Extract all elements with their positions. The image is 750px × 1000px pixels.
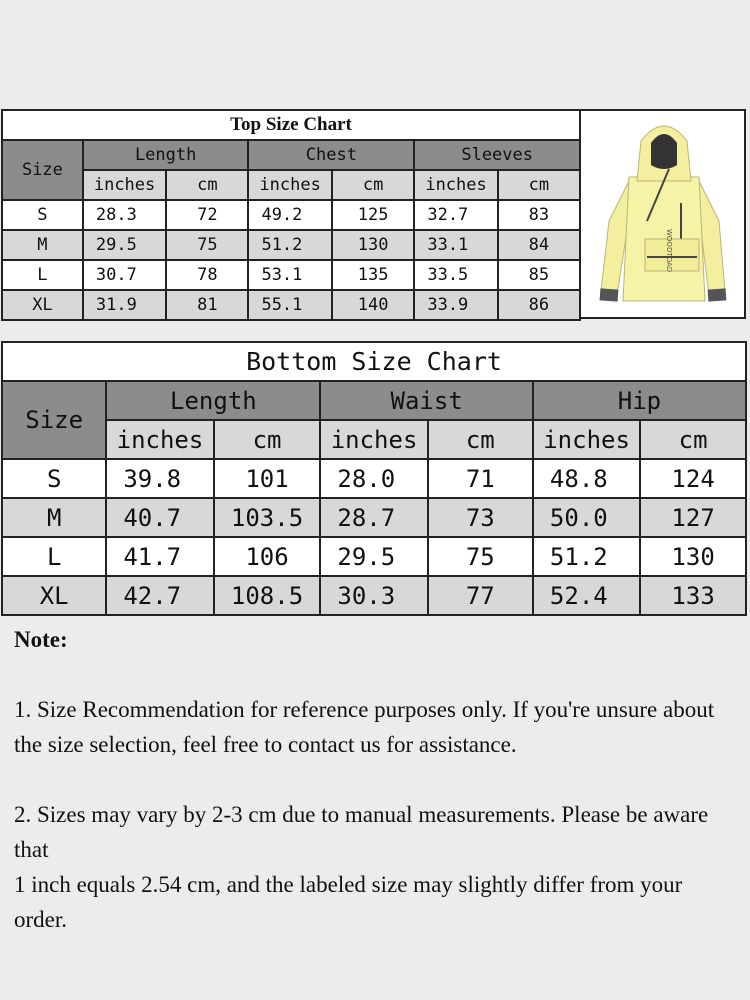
table-row	[2, 498, 746, 537]
size-cell: XL	[2, 576, 106, 615]
size-cell: XL	[2, 290, 83, 320]
hooded-jacket-icon	[581, 111, 742, 317]
value-cell: 49.2	[248, 200, 331, 230]
value-cell: 51.2	[533, 537, 640, 576]
table-row	[2, 459, 746, 498]
size-cell: M	[2, 230, 83, 260]
size-cell: S	[2, 200, 83, 230]
value-cell: 81	[166, 290, 248, 320]
value-cell: 101	[214, 459, 321, 498]
value-cell: 32.7	[414, 200, 497, 230]
value-cell: 75	[428, 537, 533, 576]
value-cell: 127	[640, 498, 746, 537]
top-chart-title: Top Size Chart	[2, 110, 580, 140]
value-cell: 75	[166, 230, 248, 260]
top-unit: cm	[166, 170, 248, 200]
size-cell: M	[2, 498, 106, 537]
value-cell: 33.9	[414, 290, 497, 320]
bottom-size-chart	[1, 341, 747, 616]
table-row	[2, 576, 746, 615]
table-row	[2, 200, 580, 230]
value-cell: 53.1	[248, 260, 331, 290]
value-cell: 135	[332, 260, 415, 290]
top-group-chest: Chest	[248, 140, 414, 170]
value-cell: 30.7	[83, 260, 166, 290]
bottom-group-waist: Waist	[320, 381, 533, 420]
value-cell: 125	[332, 200, 415, 230]
value-cell: 83	[498, 200, 580, 230]
value-cell: 51.2	[248, 230, 331, 260]
table-row	[2, 230, 580, 260]
value-cell: 33.1	[414, 230, 497, 260]
size-cell: S	[2, 459, 106, 498]
value-cell: 39.8	[106, 459, 213, 498]
bottom-unit: cm	[640, 420, 746, 459]
value-cell: 140	[332, 290, 415, 320]
size-cell: L	[2, 260, 83, 290]
value-cell: 29.5	[320, 537, 427, 576]
bottom-group-hip: Hip	[533, 381, 746, 420]
value-cell: 28.7	[320, 498, 427, 537]
top-unit: cm	[498, 170, 580, 200]
bottom-unit: inches	[533, 420, 640, 459]
value-cell: 130	[640, 537, 746, 576]
bottom-group-length: Length	[106, 381, 320, 420]
top-size-header: Size	[2, 140, 83, 200]
value-cell: 86	[498, 290, 580, 320]
value-cell: 41.7	[106, 537, 213, 576]
note-item-2-line-1: 2. Sizes may vary by 2-3 cm due to manual measurements. Please be aware that	[14, 802, 709, 862]
top-group-length: Length	[83, 140, 249, 170]
value-cell: 72	[166, 200, 248, 230]
bottom-size-header: Size	[2, 381, 106, 459]
top-unit: inches	[248, 170, 331, 200]
table-row	[2, 537, 746, 576]
value-cell: 84	[498, 230, 580, 260]
notes-section	[14, 622, 740, 937]
value-cell: 108.5	[214, 576, 321, 615]
bottom-chart-title: Bottom Size Chart	[2, 342, 746, 381]
value-cell: 28.0	[320, 459, 427, 498]
top-unit: inches	[414, 170, 497, 200]
bottom-unit: cm	[214, 420, 321, 459]
note-item-2-line-2: 1 inch equals 2.54 cm, and the labeled size may slightly differ from your order.	[14, 872, 683, 932]
value-cell: 77	[428, 576, 533, 615]
table-row	[2, 260, 580, 290]
top-size-chart	[1, 109, 581, 321]
value-cell: 124	[640, 459, 746, 498]
value-cell: 42.7	[106, 576, 213, 615]
bottom-unit: inches	[106, 420, 213, 459]
value-cell: 106	[214, 537, 321, 576]
bottom-unit: inches	[320, 420, 427, 459]
product-image	[581, 109, 746, 319]
value-cell: 52.4	[533, 576, 640, 615]
value-cell: 55.1	[248, 290, 331, 320]
value-cell: 133	[640, 576, 746, 615]
brand-text: WOODTOAD	[665, 229, 673, 273]
top-unit: inches	[83, 170, 166, 200]
value-cell: 33.5	[414, 260, 497, 290]
value-cell: 48.8	[533, 459, 640, 498]
value-cell: 78	[166, 260, 248, 290]
note-label: Note:	[14, 627, 68, 652]
value-cell: 28.3	[83, 200, 166, 230]
value-cell: 73	[428, 498, 533, 537]
table-row	[2, 290, 580, 320]
value-cell: 30.3	[320, 576, 427, 615]
value-cell: 31.9	[83, 290, 166, 320]
value-cell: 85	[498, 260, 580, 290]
top-group-sleeves: Sleeves	[414, 140, 580, 170]
value-cell: 71	[428, 459, 533, 498]
value-cell: 40.7	[106, 498, 213, 537]
bottom-unit: cm	[428, 420, 533, 459]
note-item-1: 1. Size Recommendation for reference purposes only. If you're unsure about the size selection, feel free to contact us for assistance.	[14, 697, 715, 757]
value-cell: 29.5	[83, 230, 166, 260]
top-unit: cm	[332, 170, 415, 200]
value-cell: 103.5	[214, 498, 321, 537]
value-cell: 130	[332, 230, 415, 260]
size-cell: L	[2, 537, 106, 576]
value-cell: 50.0	[533, 498, 640, 537]
